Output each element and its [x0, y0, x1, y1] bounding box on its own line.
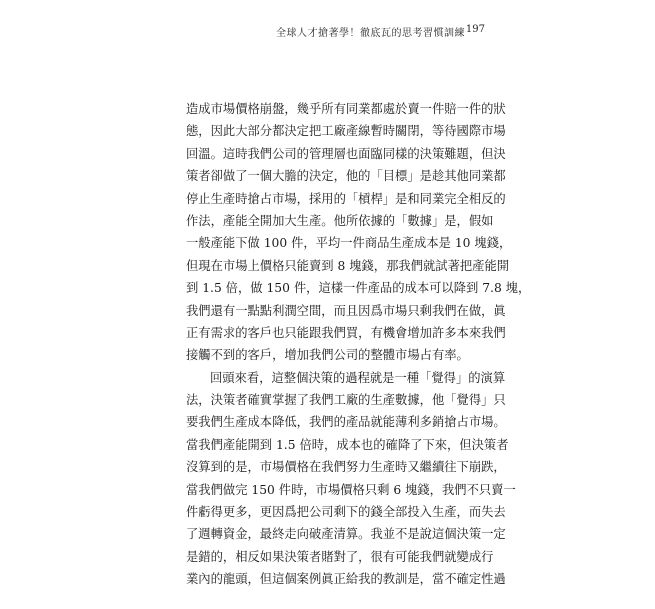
text-line: 一般產能下做 100 件，平均一件商品生產成本是 10 塊錢， — [186, 236, 512, 251]
text-line: 件虧得更多，更因爲把公司剩下的錢全部投入生產，而失去 — [186, 505, 506, 520]
body-text — [186, 98, 531, 591]
text-line: 接觸不到的客戶，增加我們公司的整體市場占有率。 — [186, 348, 469, 363]
paragraph-1 — [186, 98, 531, 367]
text-line: 回溫。這時我們公司的管理層也面臨同樣的決策難題，但決 — [186, 146, 506, 161]
text-line: 造成市場價格崩盤，幾乎所有同業都處於賣一件賠一件的狀 — [186, 102, 506, 116]
text-line: 停止生產時搶占市場，採用的「槓桿」是和同業完全相反的 — [186, 191, 506, 206]
text-line: 態，因此大部分都決定把工廠產線暫時關閉，等待國際市場 — [186, 124, 506, 139]
text-line: 當我們產能開到 1.5 倍時，成本也的確降了下來，但決策者 — [186, 437, 509, 452]
text-line: 沒算到的是，市場價格在我們努力生產時又繼續往下崩跌， — [186, 460, 506, 475]
text-line: 是錯的，相反如果決策者賭對了，很有可能我們就變成行 — [186, 549, 494, 564]
text-line: 法，決策者確實掌握了我們工廠的生產數據，他「覺得」只 — [186, 393, 506, 408]
text-line: 要我們生產成本降低，我們的產品就能薄利多銷搶占市場。 — [186, 415, 506, 430]
text-line: 當我們做完 150 件時，市場價格只剩 6 塊錢，我們不只賣一 — [186, 482, 516, 497]
text-line: 到 1.5 倍，做 150 件，這樣一件產品的成本可以降到 7.8 塊， — [186, 281, 531, 296]
text-line: 業內的龍頭，但這個案例眞正給我的教訓是，當不確定性過 — [186, 572, 506, 587]
text-line: 我們還有一點點利潤空間，而且因爲市場只剩我們在做，眞 — [186, 303, 506, 318]
text-line: 但現在市場上價格只能賣到 8 塊錢，那我們就試著把產能開 — [186, 258, 510, 273]
running-title: 全球人才搶著學！徹底瓦的思考習慣訓練 — [276, 28, 465, 39]
text-line: 正有需求的客戶也只能跟我們買，有機會增加許多本來我們 — [186, 325, 506, 340]
page-number: 197 — [465, 24, 485, 35]
paragraph-2 — [186, 367, 516, 591]
text-line: 策者卻做了一個大膽的決定，他的「目標」是趁其他同業都 — [186, 169, 506, 184]
text-line: 了週轉資金，最終走向破產清算。我並不是說這個決策一定 — [186, 527, 506, 542]
text-line: 作法，產能全開加大生產。他所依據的「數據」是，假如 — [186, 213, 494, 228]
text-line: 回頭來看，這整個決策的過程就是一種「覺得」的演算 — [210, 370, 506, 385]
page-header — [0, 24, 655, 44]
